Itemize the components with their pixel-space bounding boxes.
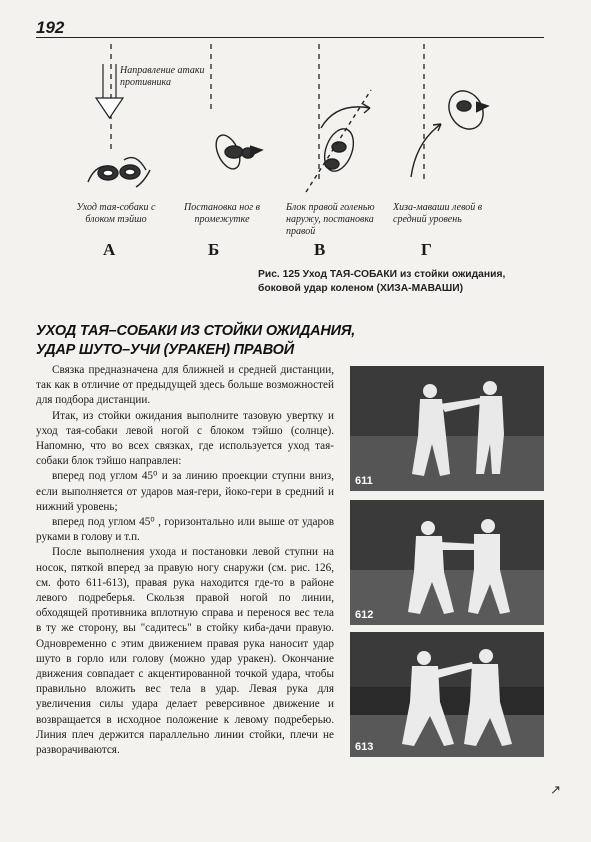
figure-125 bbox=[36, 42, 544, 292]
panel-a-label: Уход тая-собаки с блоком тэйшо bbox=[76, 202, 156, 225]
photo-613-image bbox=[350, 632, 544, 757]
photo-613 bbox=[350, 632, 544, 757]
footprints-d-icon bbox=[411, 85, 490, 177]
figure-caption: Рис. 125 Уход ТАЯ-СОБАКИ из стойки ожидания, боковой удар коленом (ХИЗА-МАВАШИ) bbox=[258, 269, 506, 294]
photo-612-label: 612 bbox=[355, 609, 374, 621]
body-text bbox=[36, 363, 334, 758]
paragraph-1: Связка предназначена для ближней и средней дистанции, так как в отличие от предыдущей здесь больше возможностей для подбора дистанции. bbox=[36, 364, 334, 407]
footprints-b-icon bbox=[211, 131, 262, 172]
attack-arrow-icon bbox=[96, 64, 123, 118]
photo-612-image bbox=[350, 500, 544, 625]
photo-613-label: 613 bbox=[355, 741, 374, 753]
panel-d-letter: Г bbox=[421, 240, 432, 259]
corner-mark: ↗ bbox=[550, 782, 561, 797]
header-rule bbox=[36, 37, 544, 38]
paragraph-2: Итак, из стойки ожидания выполните тазовую увертку и уход тая-собаки левой ногой с блоком тэйшо (солнце). Напомню, что во всех связках, где используется уход тая-собаки блок тэйшо направлен: bbox=[36, 409, 334, 468]
photo-612 bbox=[350, 500, 544, 625]
attack-direction-label: Направление атаки противника bbox=[120, 65, 205, 88]
panel-a-letter: А bbox=[103, 240, 116, 259]
panel-b-letter: Б bbox=[208, 240, 220, 259]
paragraph-3: вперед под углом 45⁰ и за линию проекции ступни вниз, если выполняется от ударов мая-гери, йоко-гери в средний и нижний уровень; bbox=[36, 470, 334, 513]
panel-d-label: Хиза-маваши левой в средний уровень bbox=[393, 202, 483, 225]
footprints-c-icon bbox=[306, 90, 371, 192]
paragraph-5: После выполнения ухода и постановки левой ступни на носок, пяткой вперед за правую ногу снаружи (см. рис. 126, см. фото 611-613), правая рука находится где-то в районе левого подреберья. Скользя правой ногой по линии, обходящей противника вплотную справа и перенося вес тела в ту же сторону, вы "садитесь" в стойку киба-дачи правую. Одновременно с этим движением правая рука наносит удар шуто в горло или голову (можно удар уракен). Окончание движения совпадает с акцентированной точкой удара, чтобы правильно вложить вес тела в удар. Левая рука для увеличения силы удара делает реверсивное движение и возвращается в исходное положение к левому подреберью. Линия плеч держится параллельно линии стойки, плечи не разворачиваются. bbox=[36, 546, 334, 757]
panel-c-label: Блок правой голенью наружу, постановка правой bbox=[286, 202, 375, 237]
photo-611 bbox=[350, 366, 544, 491]
panel-c-letter: В bbox=[314, 240, 326, 259]
footprints-a-icon bbox=[88, 158, 150, 187]
panel-b-label: Постановка ног в промежутке bbox=[184, 202, 260, 225]
section-title: УХОД ТАЯ–СОБАКИ ИЗ СТОЙКИ ОЖИДАНИЯ, УДАР ШУТО–УЧИ (УРАКЕН) ПРАВОЙ bbox=[36, 323, 356, 358]
page-number: 192 bbox=[36, 18, 65, 37]
photo-611-label: 611 bbox=[355, 475, 373, 487]
photo-611-image bbox=[350, 366, 544, 491]
paragraph-4: вперед под углом 45⁰ , горизонтально или выше от ударов руками в голову и т.п. bbox=[36, 516, 334, 544]
